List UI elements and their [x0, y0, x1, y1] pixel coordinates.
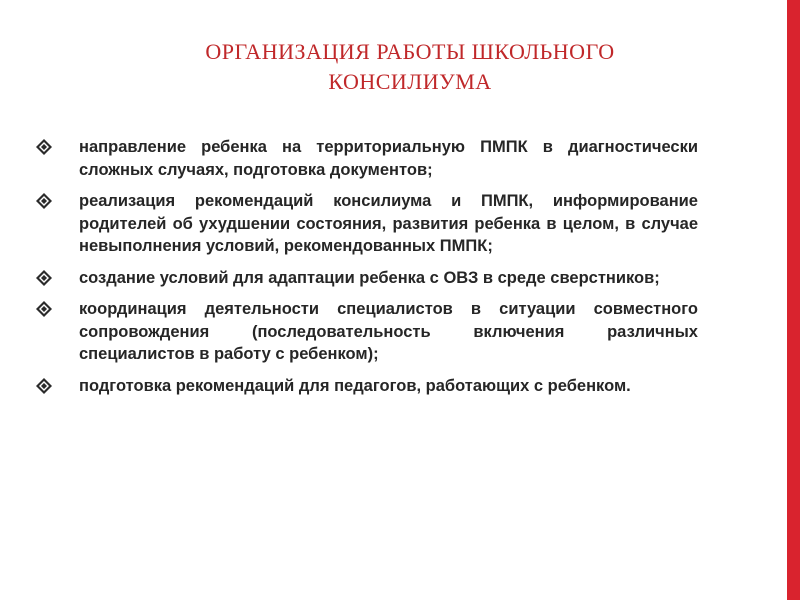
diamond-bullet-icon	[36, 378, 52, 394]
bullet-item	[36, 298, 698, 366]
accent-bar	[787, 0, 800, 600]
bullet-text: координация деятельности специалистов в ситуации совместного сопровождения (последовательность включения различных специалистов в работу с ребенком);	[79, 300, 698, 363]
bullet-text: реализация рекомендаций консилиума и ПМПК, информирование родителей об ухудшении состояния, развития ребенка в целом, в случае невыполнения условий, рекомендованных ПМПК;	[79, 192, 698, 255]
slide-title-line-2: КОНСИЛИУМА	[328, 69, 492, 94]
bullet-item	[36, 136, 698, 181]
slide-title-line-1: ОРГАНИЗАЦИЯ РАБОТЫ ШКОЛЬНОГО	[205, 39, 615, 64]
bullet-item	[36, 267, 698, 290]
bullet-item	[36, 375, 698, 398]
diamond-bullet-icon	[36, 270, 52, 286]
diamond-bullet-icon	[36, 193, 52, 209]
bullet-text: направление ребенка на территориальную ПМПК в диагностически сложных случаях, подготовка документов;	[79, 138, 698, 179]
bullet-list	[36, 136, 698, 406]
diamond-bullet-icon	[36, 139, 52, 155]
bullet-text: подготовка рекомендаций для педагогов, работающих с ребенком.	[79, 376, 631, 395]
bullet-text: создание условий для адаптации ребенка с ОВЗ в среде сверстников;	[79, 268, 660, 287]
slide-title	[60, 37, 760, 97]
diamond-bullet-icon	[36, 301, 52, 317]
bullet-item	[36, 190, 698, 258]
